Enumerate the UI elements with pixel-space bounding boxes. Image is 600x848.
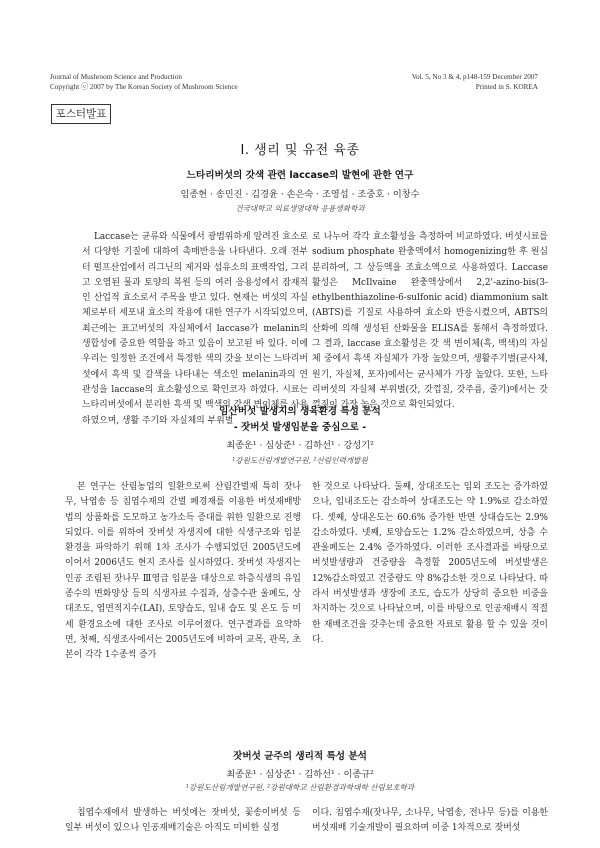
article-3-body-left: 침엽수재에서 발생하는 버섯에는 잣버섯, 꽃송이버섯 등 일부 버섯이 있으나 인공재배기술은 아직도 미비한 실정 (65, 808, 301, 834)
copyright: Copyright ⓒ 2007 by The Korean Society of Mushroom Science (50, 83, 238, 91)
article-1-affiliation: 건국대학교 의료생명대학 응용생화학과 (235, 204, 365, 213)
poster-label: 포스터발표 (51, 104, 111, 124)
journal-name: Journal of Mushroom Science and Production (50, 73, 182, 81)
article-1-right-column (312, 230, 548, 414)
article-2-subtitle: - 잣버섯 발생임분을 중심으로 - (233, 422, 367, 433)
journal-header (50, 72, 238, 92)
issue-header (412, 72, 538, 92)
volume-info: Vol. 5, No 3 & 4, p148-159 December 2007 (411, 73, 538, 81)
article-1-left-column (82, 230, 308, 429)
article-2-right-column (312, 480, 548, 648)
article-1-title: 느타리버섯의 갓색 관련 laccase의 발현에 관한 연구 (186, 170, 414, 181)
article-2-body-left: 본 연구는 산림농업의 일환으로써 산림간벌재 특히 잣나무, 낙엽송 등 침엽수재의 간벌 폐경재를 이용한 버섯재배방법의 상품화를 도모하고 농가소득 증대를 위한 일환으로 진행되었다. 이를 위하여 잣버섯 자생지에 대한 식생구조와 임분환경을 파악하기 위해 1차 조사가 수행되었던 2005년도에 이어서 2006년도 현지 조사를 실시하였다. 잣버섯 자생지는 인공 조림된 잣나무 Ⅲ영급 임분을 대상으로 하층식생의 유입 종수의 변화양상 등의 식생자료 수집과, 상층수관 울폐도, 상대조도, 엽면적지수(LAI), 토양습도, 임내 습도 및 온도 등 미세 환경요소에 대한 조사로 이루어졌다. 연구결과를 요약하면, 첫째, 식생조사에서는 2005년도에 비하여 교목, 관목, 초본이 각각 1수종씩 증가 (65, 482, 301, 661)
article-3-body-right: 이다. 침엽수재(잣나무, 소나무, 낙엽송, 전나무 등)를 이용한 버섯재배 기술개발이 필요하며 이중 1차적으로 잣버섯 (312, 808, 548, 834)
article-3-authors: 최종운¹ · 심상준¹ · 김하선¹ · 이종규² (226, 769, 374, 780)
section-title: Ⅰ. 생리 및 유전 육종 (240, 143, 360, 158)
article-3-left-column (65, 806, 301, 837)
printed-info: Printed in S. KOREA (475, 83, 538, 91)
article-2-affiliation: ¹강원도산림개발연구원, ²산림인력개발원 (232, 456, 368, 465)
article-1-authors: 임종현 · 송민진 · 김경윤 · 손은숙 · 조영섭 · 조중호 · 이창수 (180, 189, 420, 200)
article-1-body-right: 로 나누어 각각 효소활성을 측정하여 비교하였다. 버섯시료를 sodium phosphate 완충액에서 homogenizing한 후 원심분리하여, 그 상등액을 조효소액으로 사용하였다. Laccase 활성은 McIlvaine 완충액상에서 2,2'-azino-bis(3-ethylbenthiazoline-6-sulfonic acid) diammonium salt (ABTS)를 기질로 사용하여 효소와 반응시켰으며, ABTS의 산화에 의해 생성된 산화물을 ELISA를 통해서 측정하였다. 그 결과, laccase 효소활성은 갓 색 변이체(흑, 백색)의 자실체 중에서 흑색 자실체가 가장 높았으며, 생활주기별(균사체, 원기, 자실체, 포자)에서는 균사체가 가장 높았다. 또한, 느타리버섯의 자실체 부위별(갓, 갓껍질, 갓주름, 줄기)에서는 갓 껍질이 가장 높은 것으로 확인되었다. (312, 232, 548, 411)
article-3-title: 잣버섯 균주의 생리적 특성 분석 (233, 751, 367, 762)
article-3-affiliation: ¹강원도산림개발연구원, ²강원대학교 산림환경과학대학 산림보호학과 (185, 783, 415, 792)
article-1-body-left: Laccase는 균류와 식물에서 광범위하게 알려진 효소로서 다양한 기질에 대하여 촉매반응을 나타낸다. 오래 전부터 펄프산업에서 리그닌의 제거와 섬유소의 표백작업, 그리고 오염된 물과 토양의 복원 등의 여러 응용성에서 잠재적인 산업적 효소로서 주목을 받고 있다. 현재는 버섯의 자실체로부터 세포내 효소의 작용에 대한 연구가 시작되었으며, 최근에는 표고버섯의 자실체에서 laccase가 melanin의 생합성에 중요한 역할을 하고 있음이 보고된 바 있다. 이에 우리는 일정한 조건에서 특정한 색의 갓을 보이는 느타리버섯에서 흑색 및 갈색을 나타내는 색소인 melanin과의 연관성을 laccase의 효소활성으로 확인코자 하였다. 시료는 느타리버섯에서 분리한 흑색 및 백색의 갓색 변이체를 사용하였으며, 생활 주기와 자실체의 부위별 (82, 232, 308, 426)
article-2-title: 임산버섯 발생지의 생육환경 특성 분석 (219, 406, 381, 417)
article-2-authors: 최종운¹ · 심상준¹ · 김하선¹ · 강성기² (226, 440, 374, 451)
article-3-right-column (312, 806, 548, 837)
article-2-left-column (65, 480, 301, 664)
article-2-body-right: 한 것으로 나타났다. 둘째, 상대조도는 임외 조도는 증가하였으나, 임내조도는 감소하여 상대조도는 약 1.9%로 감소하였다. 셋째, 상대온도는 60.6% 증가한 반면 상대습도는 2.9% 감소하였다. 넷째, 토양습도는 1.2% 감소하였으며, 상층 수관울폐도는 2.4% 증가하였다. 이러한 조사결과를 바탕으로 버섯발생량과 건중량을 측정할 2005년도에 버섯발생은 12%감소하였고 건중량도 약 8%감소한 것으로 나타났다. 따라서 버섯발생과 생장에 조도, 습도가 상당히 중요한 비중을 차지하는 것으로 나타났으며, 이를 바탕으로 인공재배시 적절한 재배조건을 갖추는데 중요한 자료로 활용 할 수 있을 것이다. (312, 482, 548, 645)
